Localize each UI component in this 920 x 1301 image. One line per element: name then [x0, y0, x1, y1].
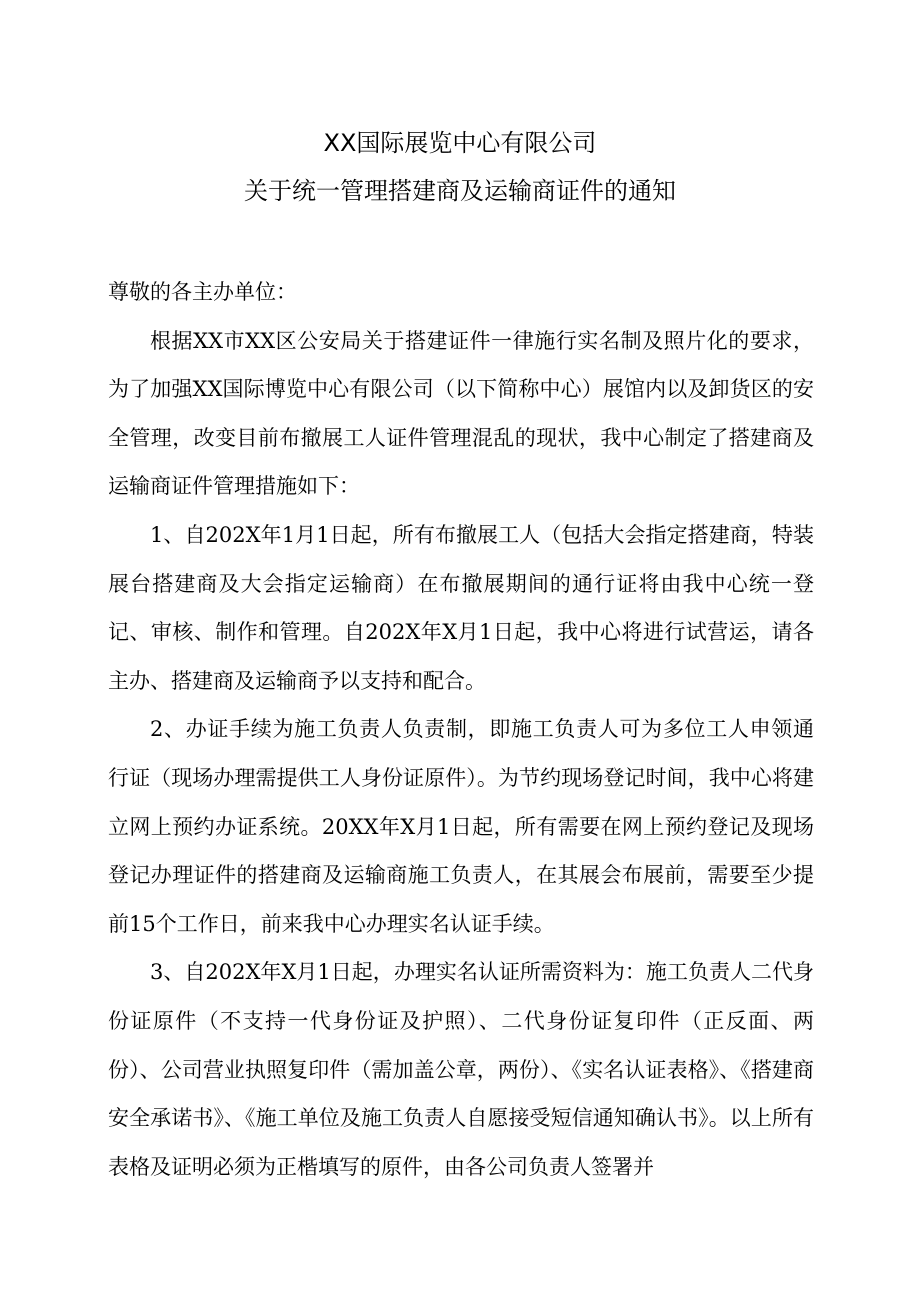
salutation: 尊敬的各主办单位：	[108, 280, 297, 304]
document-title-line-1: XX国际展览中心有限公司	[323, 129, 597, 157]
paragraph-intro: 根据XX市XX区公安局关于搭建证件一律施行实名制及照片化的要求，为了加强XX国际博览中心有限公司（以下简称中心）展馆内以及卸货区的安全管理，改变目前布撤展工人证件管理混乱的现状，我中心制定了搭建商及运输商证件管理措施如下：	[108, 328, 814, 499]
paragraph-item-2: 2、办证手续为施工负责人负责制，即施工负责人可为多位工人申领通行证（现场办理需提供工人身份证原件）。为节约现场登记时间，我中心将建立网上预约办证系统。20XX年X月1日起，所有需要在网上预约登记及现场登记办理证件的搭建商及运输商施工负责人，在其展会布展前，需要至少提前15个工作日，前来我中心办理实名认证手续。	[108, 717, 814, 936]
document-title-line-2: 关于统一管理搭建商及运输商证件的通知	[244, 177, 676, 205]
document-body	[108, 268, 814, 1191]
paragraph-item-1: 1、自202X年1月1日起，所有布撤展工人（包括大会指定搭建商，特装展台搭建商及大会指定运输商）在布撤展期间的通行证将由我中心统一登记、审核、制作和管理。自202X年X月1日起，我中心将进行试营运，请各主办、搭建商及运输商予以支持和配合。	[108, 522, 814, 693]
paragraph-item-3: 3、自202X年X月1日起，办理实名认证所需资料为：施工负责人二代身份证原件（不支持一代身份证及护照）、二代身份证复印件（正反面、两份）、公司营业执照复印件（需加盖公章，两份）、《实名认证表格》、《搭建商安全承诺书》、《施工单位及施工负责人自愿接受短信通知确认书》。以上所有表格及证明必须为正楷填写的原件，由各公司负责人签署并	[108, 960, 814, 1179]
